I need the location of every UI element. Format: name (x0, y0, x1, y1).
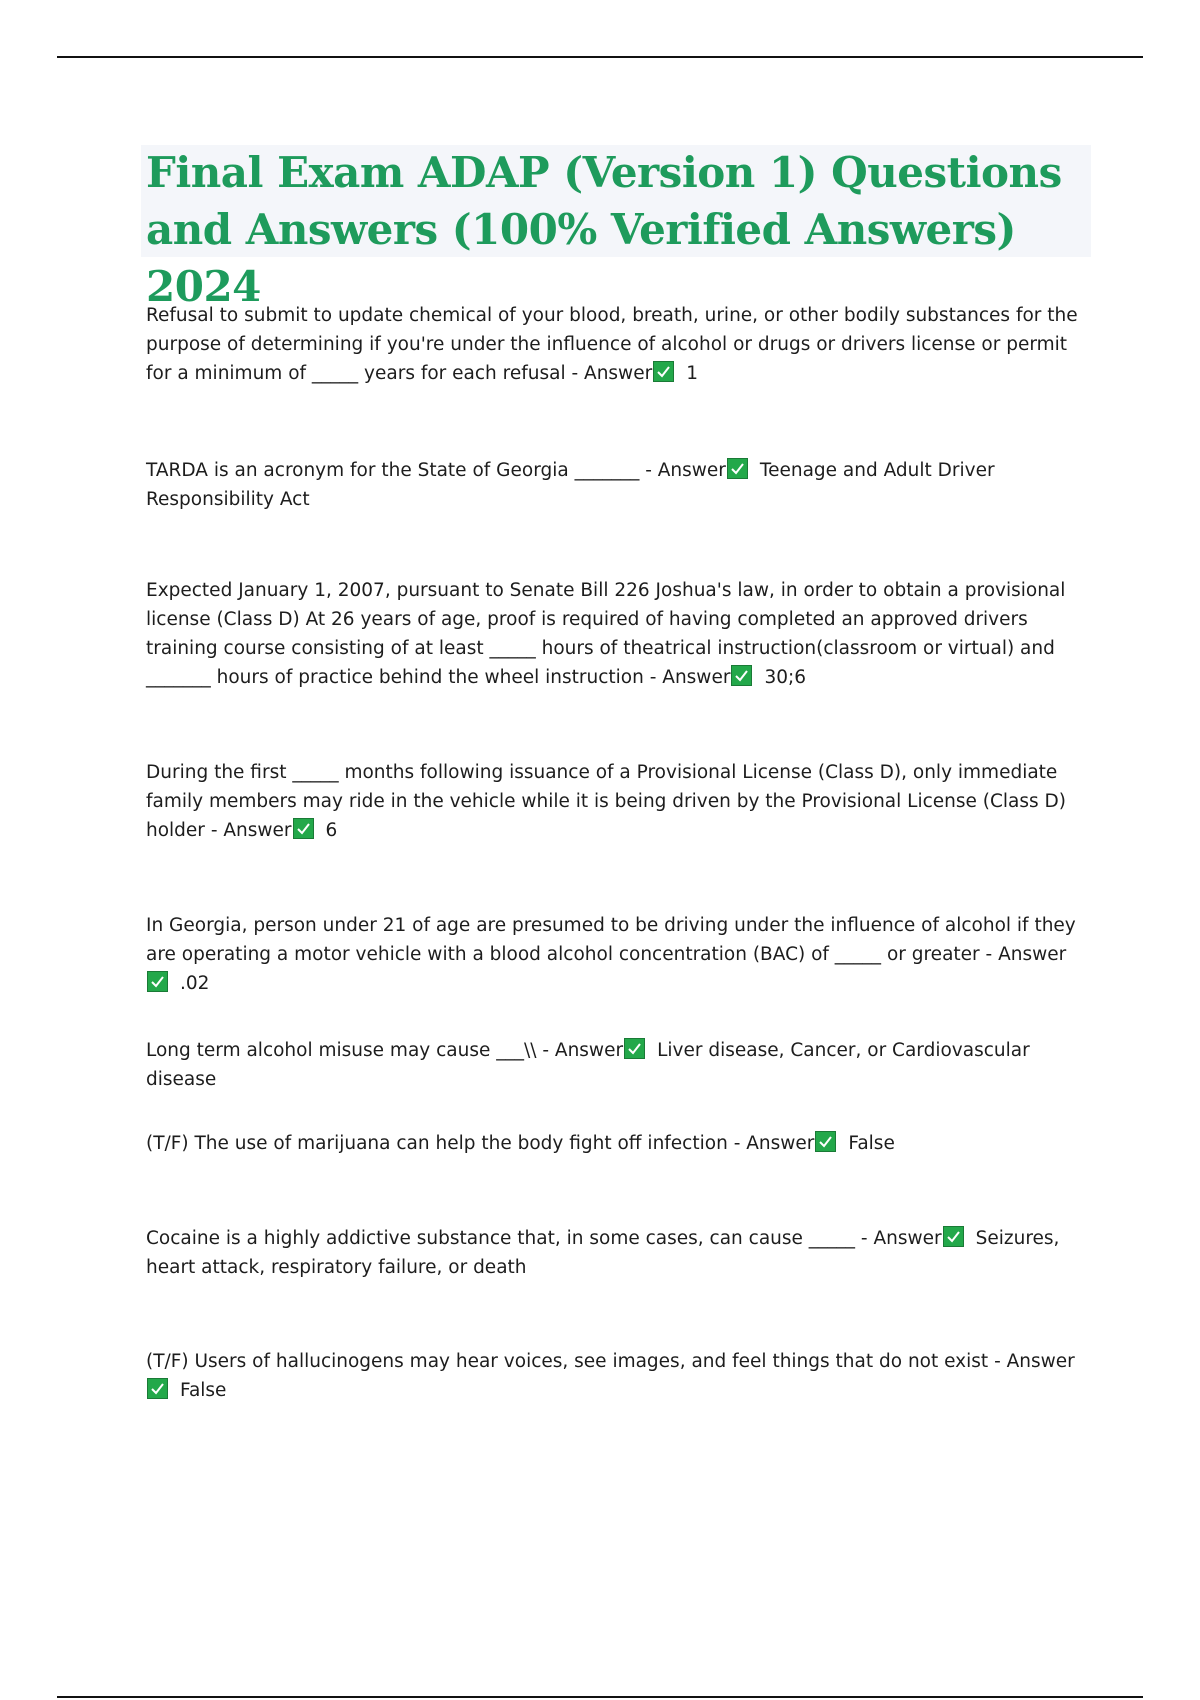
check-mark-icon (727, 458, 748, 479)
check-mark-icon (293, 818, 314, 839)
top-rule (57, 56, 1143, 58)
question-text: (T/F) The use of marijuana can help the body fight off infection (146, 1133, 728, 1154)
check-mark-icon (943, 1226, 964, 1247)
answer-label: - Answer (645, 460, 726, 481)
check-mark-icon (147, 1378, 168, 1399)
answer-text: 1 (686, 363, 698, 384)
qa-item-2 (146, 456, 1096, 514)
bottom-rule (57, 1696, 1143, 1698)
question-text: (T/F) Users of hallucinogens may hear voices, see images, and feel things that do not exist (146, 1351, 989, 1372)
question-text: During the first _____ months following issuance of a Provisional License (Class D), only immediate family members may ride in the vehicle while it is being driven by the Provisional License (Class D) holder (146, 762, 1067, 841)
question-text: Long term alcohol misuse may cause ___\\ (146, 1040, 537, 1061)
answer-text: Seizures, heart attack, respiratory failure, or death (146, 1228, 1060, 1278)
qa-item-7 (146, 1129, 1096, 1158)
answer-label: - Answer (985, 944, 1067, 965)
qa-item-4 (146, 758, 1096, 845)
question-text: Cocaine is a highly addictive substance that, in some cases, can cause _____ (146, 1228, 856, 1249)
answer-label: - Answer (733, 1133, 815, 1154)
answer-label: - Answer (860, 1228, 942, 1249)
answer-text: False (180, 1380, 227, 1401)
answer-label: - Answer (649, 667, 731, 688)
check-mark-icon (731, 665, 752, 686)
answer-text: .02 (180, 973, 210, 994)
answer-text: Liver disease, Cancer, or Cardiovascular disease (146, 1040, 1030, 1090)
check-mark-icon (624, 1038, 645, 1059)
answer-text: False (848, 1133, 895, 1154)
qa-item-6 (146, 1036, 1096, 1094)
check-mark-icon (815, 1131, 836, 1152)
answer-text: 30;6 (764, 667, 806, 688)
answer-label: - Answer (542, 1040, 624, 1061)
answer-label: - Answer (571, 363, 653, 384)
check-mark-icon (653, 361, 674, 382)
answer-label: - Answer (210, 820, 292, 841)
qa-item-8 (146, 1224, 1096, 1282)
check-mark-icon (147, 971, 168, 992)
qa-item-9 (146, 1347, 1096, 1405)
answer-text: Teenage and Adult Driver Responsibility Act (146, 460, 995, 510)
answer-label: - Answer (994, 1351, 1075, 1372)
question-text: Refusal to submit to update chemical of your blood, breath, urine, or other bodily substances for the purpose of determining if you're under the influence of alcohol or drugs or drivers license or permit for a minimum of _____ years for each refusal (146, 305, 1078, 384)
question-text: Expected January 1, 2007, pursuant to Senate Bill 226 Joshua's law, in order to obtain a provisional license (Class D) At 26 years of age, proof is required of having completed an approved drivers training course consisting of at least _____ hours of theatrical instruction(classroom or virtual) and _______ hours of practice behind the wheel instruction (146, 580, 1066, 688)
question-text: In Georgia, person under 21 of age are presumed to be driving under the influence of alcohol if they are operating a motor vehicle with a blood alcohol concentration (BAC) of _____ or greater (146, 915, 1076, 965)
question-text: TARDA is an acronym for the State of Georgia _______ (146, 460, 640, 481)
page-title: Final Exam ADAP (Version 1) Questions and Answers (100% Verified Answers) 2024 (146, 148, 1062, 311)
qa-item-1 (146, 301, 1096, 388)
qa-item-3 (146, 576, 1096, 692)
answer-text: 6 (325, 820, 338, 841)
qa-item-5 (146, 911, 1096, 998)
